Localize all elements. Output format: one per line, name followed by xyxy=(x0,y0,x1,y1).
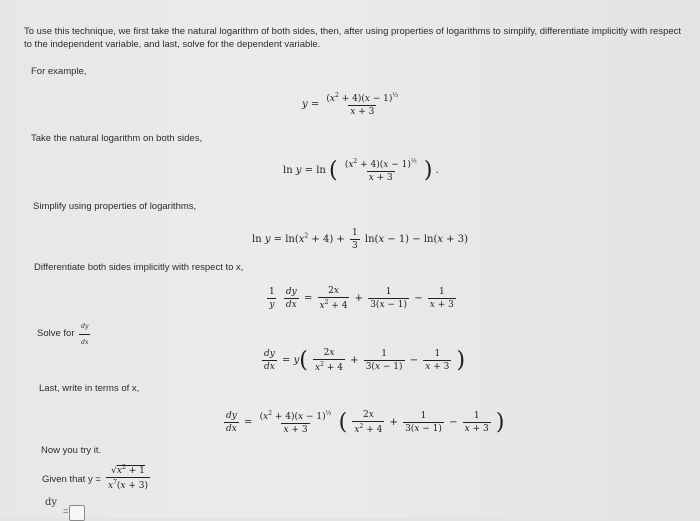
given-that-label: Given that y = xyxy=(42,474,101,485)
step-diff-label: Differentiate both sides implicitly with respect to x, xyxy=(34,262,244,273)
try-it-label: Now you try it. xyxy=(41,445,102,456)
simplified-equation: $\ln y = \ln(x^2 + 4)$ + $\frac{1}{3}$ ln(x − 1) − ln(x + 3) xyxy=(252,228,468,251)
step-last-label: Last, write in terms of x, xyxy=(39,383,140,394)
step-ln-label: Take the natural logarithm on both sides, xyxy=(31,133,203,144)
derivative-equation: $\frac{1}{y}$ $\frac{dy}{dx}$ = $\frac{2x}{x^2 + 4}$ + $\frac{1}{3(x - 1)}$ − $\frac{1}{x + 3}$ xyxy=(269,286,454,311)
ln-equation: ln y = ln ( $\frac{(x^2 + 4)(x - 1)^{\frac{1}{3}}}{x + 3}$ ) . xyxy=(283,158,439,183)
for-example-label: For example, xyxy=(31,66,87,77)
intro-paragraph: To use this technique, we first take the natural logarithm of both sides, then, after using properties of logarithms to simplify, differentiate implicitly with respect to the independent variable, and last, solve for the dependent variable. xyxy=(24,26,682,50)
final-equation: $\frac{dy}{dx}$ = $\frac{(x^2 + 4)(x - 1)^{\frac{1}{3}}}{x + 3}$ ( $\frac{2x}{x^2 + 4}$ + $\frac{1}{3(x - 1)}$ − $\frac{1}{x + 3}$ ) xyxy=(226,410,505,435)
solved-equation: $\frac{dy}{dx}$ = y( $\frac{2x}{x^2 + 4}$ + $\frac{1}{3(x - 1)}$ − $\frac{1}{x + 3}$ ) xyxy=(264,348,466,373)
step-simplify-label: Simplify using properties of logarithms, xyxy=(33,201,197,212)
dy-dx-answer-prefix: dy xyxy=(45,497,58,508)
step-solve-label: Solve for $\frac{dy}{dx}$ xyxy=(37,320,92,349)
equals-sign: = xyxy=(63,506,69,516)
given-expression: $\frac{√x^2 + 1}{x^7(x + 3)}$ xyxy=(108,464,148,491)
answer-input-box[interactable] xyxy=(69,505,85,521)
example-equation: y = $\frac{(x^2 + 4)(x - 1)^{\frac{1}{3}}}{x + 3}$ xyxy=(302,92,399,117)
